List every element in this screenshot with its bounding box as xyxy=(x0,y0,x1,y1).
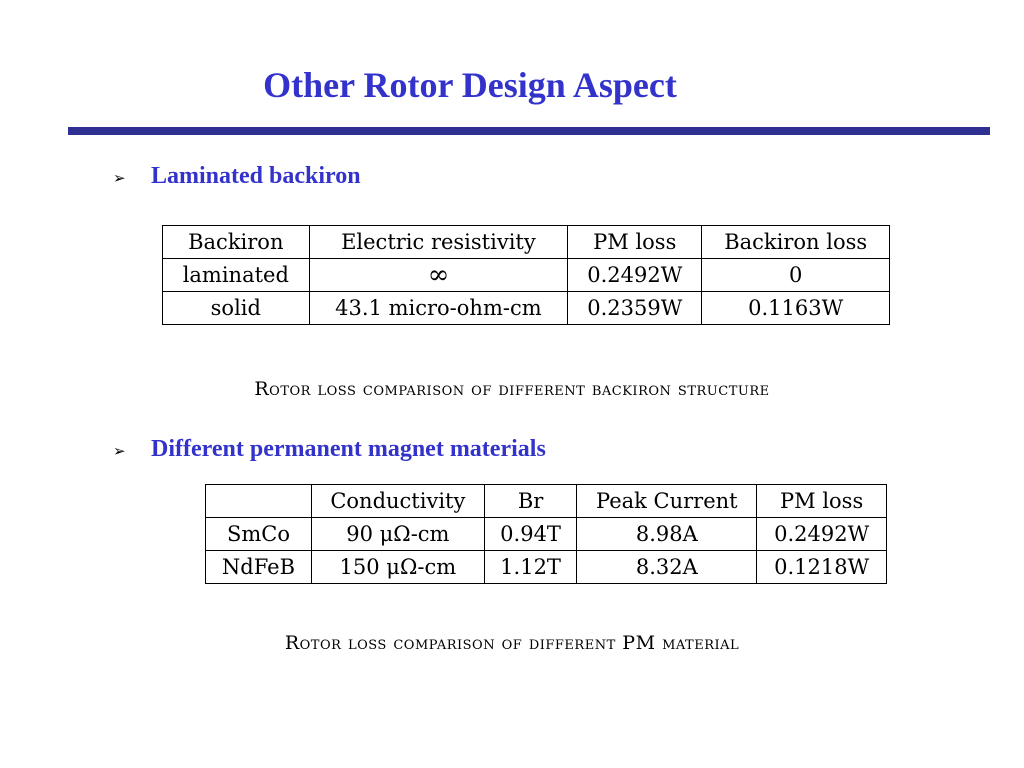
table-cell: 43.1 micro-ohm-cm xyxy=(309,292,568,325)
table-cell: 8.98A xyxy=(577,518,757,551)
table-cell: 1.12T xyxy=(484,551,577,584)
backiron-table xyxy=(162,225,890,325)
title-divider xyxy=(68,127,990,135)
table-row xyxy=(206,551,887,584)
table-cell: 0.94T xyxy=(484,518,577,551)
table-caption: Rotor loss comparison of different backiron structure xyxy=(254,378,770,400)
header-cell: PM loss xyxy=(568,226,702,259)
slide-title: Other Rotor Design Aspect xyxy=(263,65,677,105)
table-cell: 0.1163W xyxy=(702,292,890,325)
table-caption: Rotor loss comparison of different PM material xyxy=(284,632,740,654)
arrowhead-bullet-icon: ➢ xyxy=(113,169,126,187)
table-cell: 150 μΩ-cm xyxy=(311,551,484,584)
table-cell: solid xyxy=(163,292,310,325)
header-cell: PM loss xyxy=(757,485,887,518)
table-cell: 0.1218W xyxy=(757,551,887,584)
pm-material-table xyxy=(205,484,887,584)
table-header-row xyxy=(163,226,890,259)
table-cell: NdFeB xyxy=(206,551,312,584)
bullet-laminated-backiron xyxy=(113,163,361,190)
bullet-pm-materials xyxy=(113,436,546,463)
bullet-text: Laminated backiron xyxy=(151,163,361,189)
table-cell: ∞ xyxy=(309,259,568,292)
header-cell: Peak Current xyxy=(577,485,757,518)
table-row xyxy=(163,292,890,325)
table-cell: 8.32A xyxy=(577,551,757,584)
header-cell xyxy=(206,485,312,518)
table-row xyxy=(206,518,887,551)
header-cell: Conductivity xyxy=(311,485,484,518)
table-cell: 0.2359W xyxy=(568,292,702,325)
arrowhead-bullet-icon: ➢ xyxy=(113,442,126,460)
table-cell: SmCo xyxy=(206,518,312,551)
table-header-row xyxy=(206,485,887,518)
table-row xyxy=(163,259,890,292)
header-cell: Br xyxy=(484,485,577,518)
bullet-text: Different permanent magnet materials xyxy=(151,436,546,462)
header-cell: Backiron loss xyxy=(702,226,890,259)
table-cell: laminated xyxy=(163,259,310,292)
table-cell: 90 μΩ-cm xyxy=(311,518,484,551)
table-cell: 0.2492W xyxy=(568,259,702,292)
table-cell: 0.2492W xyxy=(757,518,887,551)
header-cell: Electric resistivity xyxy=(309,226,568,259)
table-cell: 0 xyxy=(702,259,890,292)
header-cell: Backiron xyxy=(163,226,310,259)
